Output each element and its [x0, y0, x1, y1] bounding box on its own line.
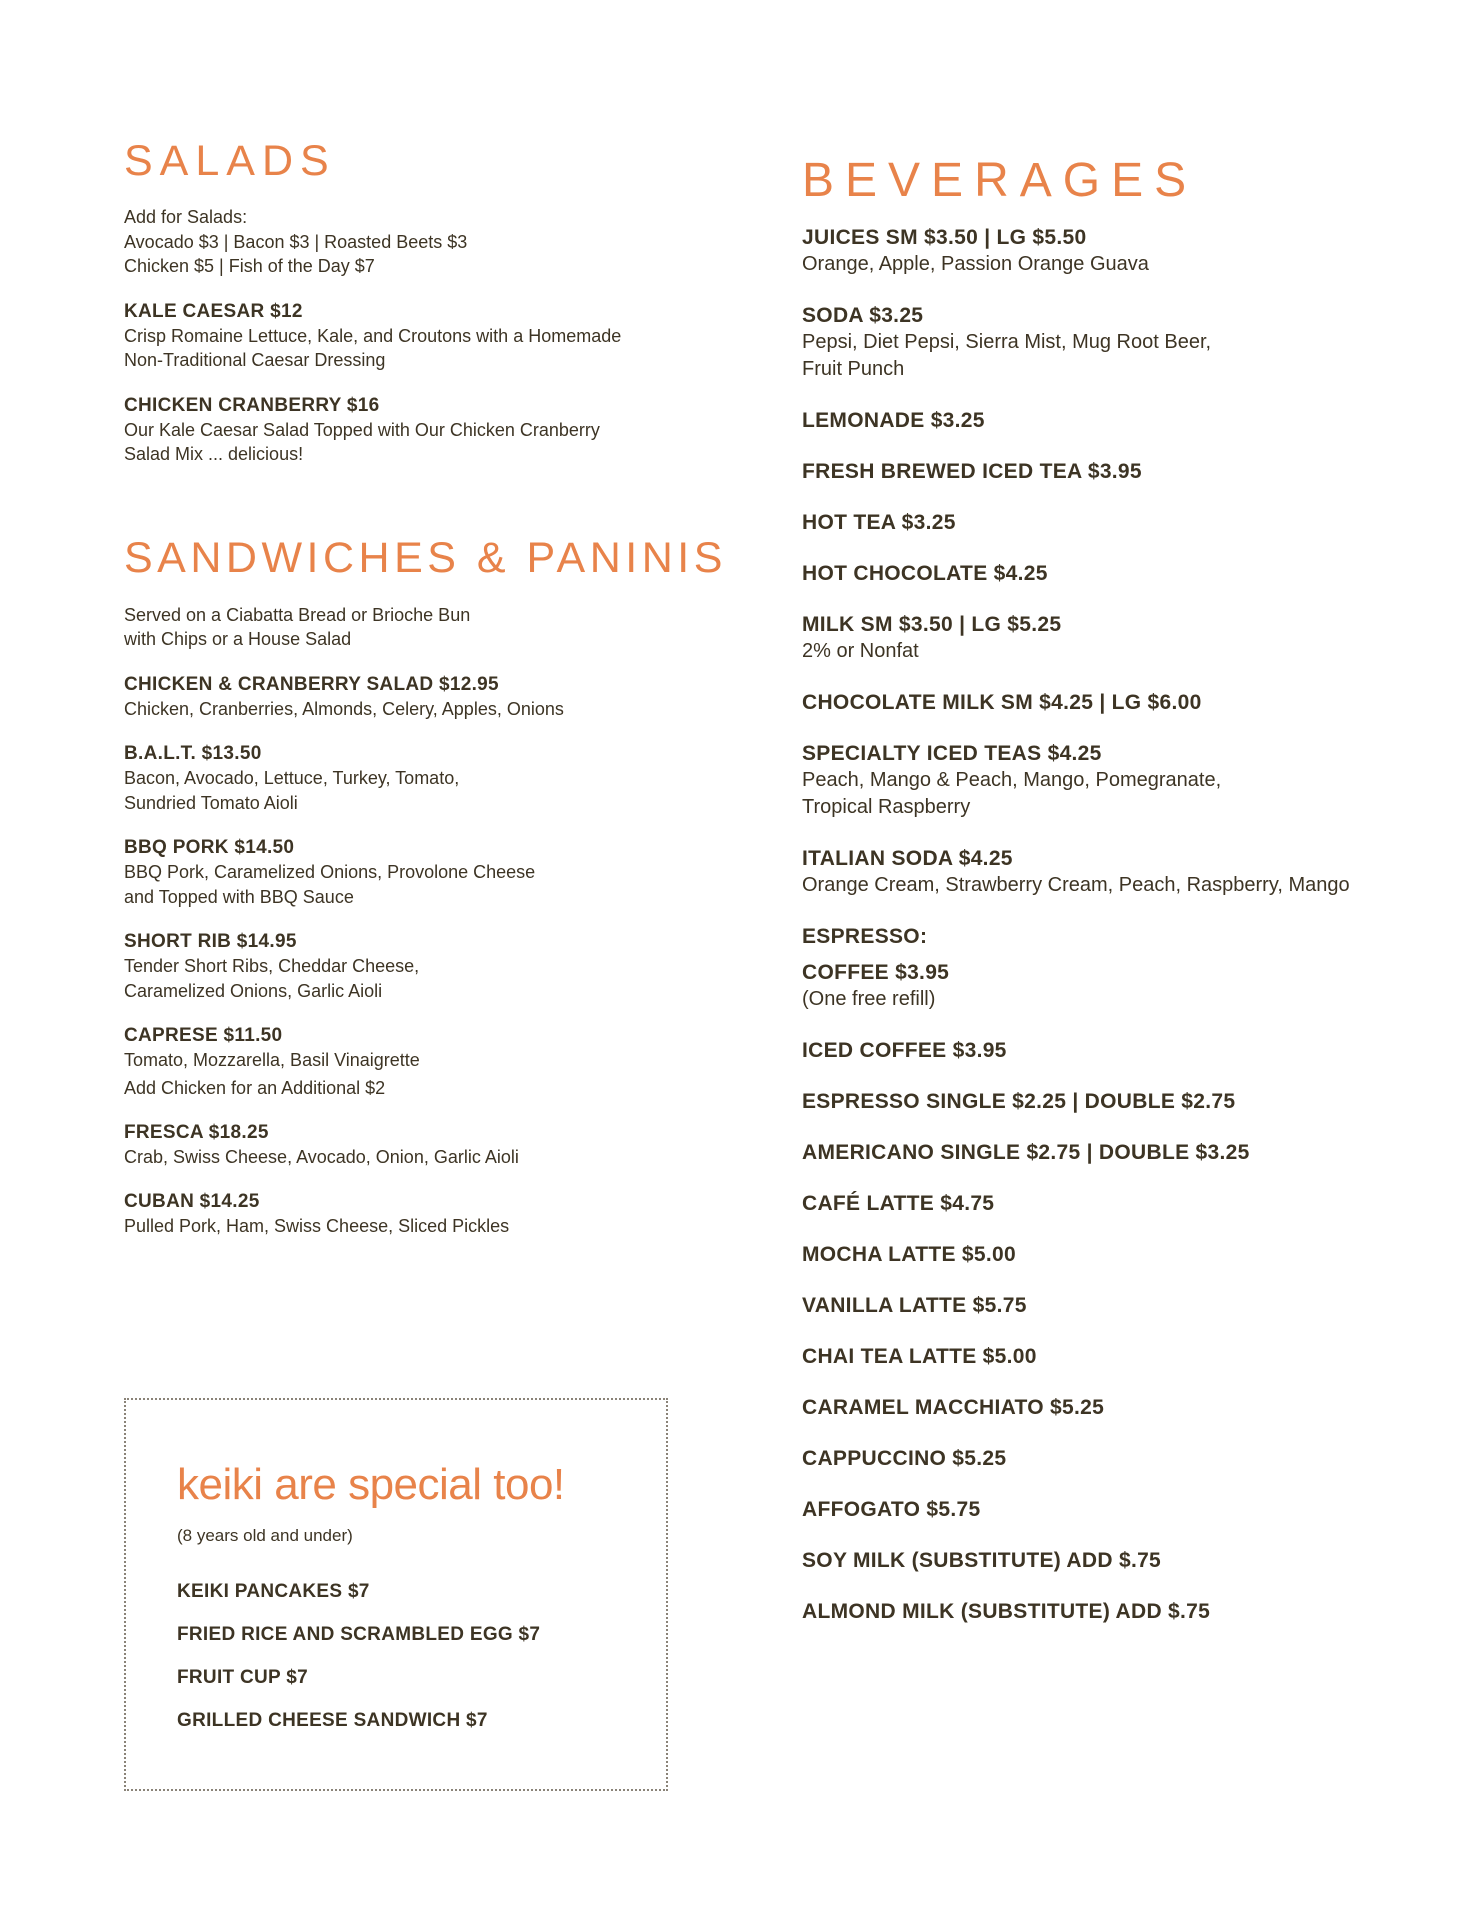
menu-item: [124, 742, 704, 815]
item-description: Sundried Tomato Aioli: [124, 792, 298, 813]
item-description: Caramelized Onions, Garlic Aioli: [124, 980, 383, 1001]
menu-item: [124, 673, 704, 722]
keiki-title: keiki are special too!: [177, 1460, 565, 1509]
espresso-subheading: ESPRESSO:: [802, 925, 928, 948]
keiki-item: GRILLED CHEESE SANDWICH $7: [177, 1710, 488, 1731]
item-name: SHORT RIB $14.95: [124, 931, 297, 952]
beverage-name: ESPRESSO SINGLE $2.25 | DOUBLE $2.75: [802, 1090, 1236, 1113]
beverage-name: MILK SM $3.50 | LG $5.25: [802, 613, 1062, 636]
keiki-menu-box: [124, 1398, 668, 1791]
beverage-item: [802, 1191, 1442, 1217]
item-description: Crisp Romaine Lettuce, Kale, and Croutons with a Homemade: [124, 325, 622, 346]
item-name: CHICKEN & CRANBERRY SALAD $12.95: [124, 673, 499, 695]
beverage-description: Peach, Mango & Peach, Mango, Pomegranate,: [802, 769, 1222, 791]
beverage-name: CHAI TEA LATTE $5.00: [802, 1345, 1037, 1368]
item-name: CHICKEN CRANBERRY $16: [124, 394, 380, 416]
beverage-item: [802, 1395, 1442, 1421]
beverage-name: VANILLA LATTE $5.75: [802, 1294, 1027, 1317]
beverage-description: Tropical Raspberry: [802, 796, 971, 818]
beverage-item: [802, 303, 1442, 383]
menu-item: [124, 1190, 704, 1239]
beverages-heading: BEVERAGES: [802, 154, 1198, 207]
beverage-item: [802, 1344, 1442, 1370]
salad-add-line: Add for Salads:: [124, 207, 248, 227]
beverage-item: [802, 846, 1442, 899]
beverage-name: HOT CHOCOLATE $4.25: [802, 562, 1048, 585]
intro-line: Served on a Ciabatta Bread or Brioche Bun: [124, 604, 471, 625]
beverage-description: Orange Cream, Strawberry Cream, Peach, Raspberry, Mango: [802, 874, 1350, 896]
beverage-description: Pepsi, Diet Pepsi, Sierra Mist, Mug Root Beer,: [802, 331, 1212, 353]
beverage-name: ICED COFFEE $3.95: [802, 1039, 1007, 1062]
left-column: [124, 137, 727, 1239]
item-description: Non-Traditional Caesar Dressing: [124, 350, 386, 370]
item-description: and Topped with BBQ Sauce: [124, 886, 354, 907]
beverage-item: [802, 690, 1442, 716]
item-description: Tender Short Ribs, Cheddar Cheese,: [124, 956, 420, 976]
beverage-name: CAPPUCCINO $5.25: [802, 1447, 1007, 1470]
beverage-name: AFFOGATO $5.75: [802, 1498, 981, 1521]
item-description: Salad Mix ... delicious!: [124, 444, 304, 464]
menu-item: [124, 1024, 704, 1100]
beverage-item: [802, 1089, 1442, 1115]
keiki-item: FRUIT CUP $7: [177, 1667, 308, 1688]
menu-item: [124, 394, 704, 467]
item-name: KALE CAESAR $12: [124, 300, 303, 322]
keiki-item: KEIKI PANCAKES $7: [177, 1581, 370, 1602]
beverage-item: [802, 1446, 1442, 1472]
beverage-item: [802, 1038, 1442, 1064]
beverage-item: [802, 960, 1442, 1013]
beverage-name: CHOCOLATE MILK SM $4.25 | LG $6.00: [802, 691, 1202, 714]
menu-item: [124, 300, 704, 373]
beverage-item: [802, 1140, 1442, 1166]
beverage-name: MOCHA LATTE $5.00: [802, 1243, 1016, 1266]
item-add-on: Add Chicken for an Additional $2: [124, 1077, 386, 1098]
beverage-name: ITALIAN SODA $4.25: [802, 847, 1013, 870]
beverage-description: 2% or Nonfat: [802, 640, 919, 662]
beverage-item: [802, 612, 1442, 665]
item-name: FRESCA $18.25: [124, 1121, 269, 1143]
beverage-item: [802, 1497, 1442, 1523]
beverage-name: CAFÉ LATTE $4.75: [802, 1192, 995, 1215]
beverage-name: ALMOND MILK (SUBSTITUTE) ADD $.75: [802, 1600, 1211, 1623]
beverage-name: LEMONADE $3.25: [802, 409, 985, 432]
beverage-description: Fruit Punch: [802, 358, 905, 380]
item-name: CAPRESE $11.50: [124, 1025, 283, 1046]
beverage-name: CARAMEL MACCHIATO $5.25: [802, 1396, 1105, 1419]
item-description: BBQ Pork, Caramelized Onions, Provolone Cheese: [124, 862, 536, 882]
beverage-name: SODA $3.25: [802, 304, 924, 327]
beverage-item: [802, 408, 1442, 434]
beverage-item: [802, 741, 1442, 821]
right-column: [802, 155, 1442, 1625]
beverage-item: [802, 1548, 1442, 1574]
keiki-subtitle: (8 years old and under): [177, 1526, 353, 1545]
beverage-description: (One free refill): [802, 988, 936, 1010]
beverage-name: HOT TEA $3.25: [802, 511, 956, 534]
intro-line: with Chips or a House Salad: [124, 629, 352, 649]
sandwiches-heading: SANDWICHES & PANINIS: [124, 533, 727, 582]
sandwiches-intro: [124, 603, 704, 652]
beverage-description: Orange, Apple, Passion Orange Guava: [802, 253, 1149, 275]
beverage-item: [802, 1293, 1442, 1319]
beverage-item: [802, 459, 1442, 485]
item-description: Chicken, Cranberries, Almonds, Celery, Apples, Onions: [124, 698, 564, 719]
beverage-item: [802, 924, 1442, 950]
item-description: Tomato, Mozzarella, Basil Vinaigrette: [124, 1050, 420, 1070]
menu-item: [124, 1121, 704, 1170]
menu-item: [124, 930, 704, 1003]
beverage-name: AMERICANO SINGLE $2.75 | DOUBLE $3.25: [802, 1141, 1250, 1164]
salads-heading: SALADS: [124, 137, 336, 185]
menu-item: [124, 836, 704, 909]
keiki-item: FRIED RICE AND SCRAMBLED EGG $7: [177, 1624, 541, 1645]
salad-add-line: Chicken $5 | Fish of the Day $7: [124, 256, 375, 276]
beverage-item: [802, 510, 1442, 536]
salad-add-line: Avocado $3 | Bacon $3 | Roasted Beets $3: [124, 231, 468, 252]
beverage-item: [802, 225, 1442, 278]
item-name: BBQ PORK $14.50: [124, 837, 295, 858]
item-name: CUBAN $14.25: [124, 1191, 260, 1212]
item-name: B.A.L.T. $13.50: [124, 743, 262, 764]
beverage-item: [802, 1242, 1442, 1268]
item-description: Bacon, Avocado, Lettuce, Turkey, Tomato,: [124, 768, 460, 788]
beverage-name: SPECIALTY ICED TEAS $4.25: [802, 742, 1102, 765]
keiki-items: [177, 1580, 540, 1752]
item-description: Our Kale Caesar Salad Topped with Our Chicken Cranberry: [124, 419, 600, 440]
item-description: Crab, Swiss Cheese, Avocado, Onion, Garlic Aioli: [124, 1146, 519, 1167]
beverage-name: SOY MILK (SUBSTITUTE) ADD $.75: [802, 1549, 1162, 1572]
beverage-item: [802, 1599, 1442, 1625]
item-description: Pulled Pork, Ham, Swiss Cheese, Sliced Pickles: [124, 1216, 510, 1236]
salad-add-ons: [124, 205, 704, 279]
beverage-name: JUICES SM $3.50 | LG $5.50: [802, 226, 1087, 249]
beverage-name: FRESH BREWED ICED TEA $3.95: [802, 460, 1142, 483]
beverage-item: [802, 561, 1442, 587]
beverage-name: COFFEE $3.95: [802, 961, 950, 984]
